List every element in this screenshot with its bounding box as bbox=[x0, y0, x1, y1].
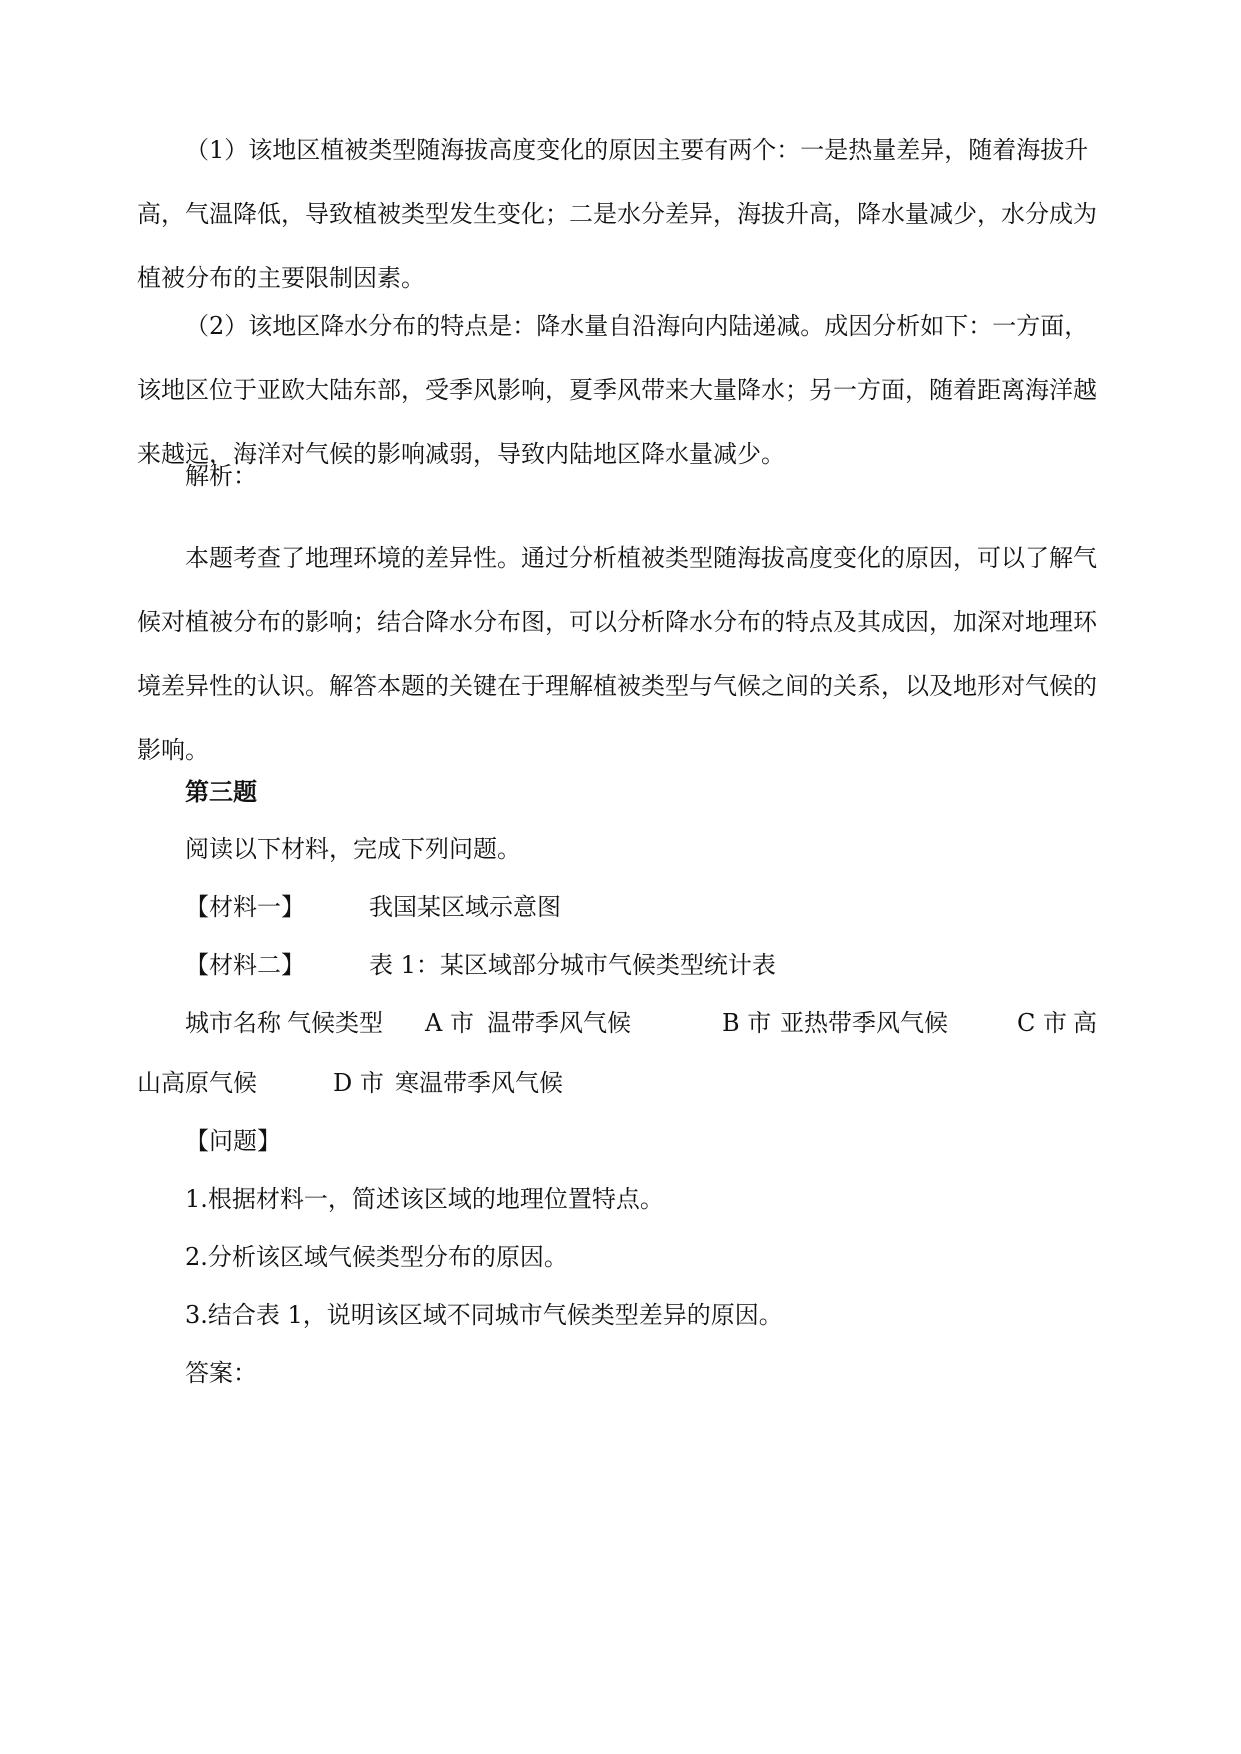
table-row-c-climate-part2: 山高原气候 bbox=[137, 1069, 257, 1097]
material-2-text: 表 1：某区域部分城市气候类型统计表 bbox=[369, 951, 776, 979]
material-2-label: 【材料二】 bbox=[185, 951, 305, 979]
table-header-city: 城市名称 bbox=[185, 1009, 281, 1037]
analysis-label: 解析： bbox=[185, 462, 257, 490]
answer-paragraph-2: （2）该地区降水分布的特点是：降水量自沿海向内陆递减。成因分析如下：一方面，该地区位于亚欧大陆东部，受季风影响，夏季风带来大量降水；另一方面，随着距离海洋越来越远，海洋对气候的影响减弱，导致内陆地区降水量减少。 bbox=[137, 312, 1097, 468]
document-page bbox=[137, 0, 1097, 1754]
analysis-paragraph: 本题考查了地理环境的差异性。通过分析植被类型随海拔高度变化的原因，可以了解气候对植被分布的影响；结合降水分布图，可以分析降水分布的特点及其成因，加深对地理环境差异性的认识。解答本题的关键在于理解植被类型与气候之间的关系，以及地形对气候的影响。 bbox=[137, 544, 1097, 764]
answer-paragraph-1: （1）该地区植被类型随海拔高度变化的原因主要有两个：一是热量差异，随着海拔升高，气温降低，导致植被类型发生变化；二是水分差异，海拔升高，降水量减少，水分成为植被分布的主要限制因素。 bbox=[137, 136, 1097, 292]
material-1-text: 我国某区域示意图 bbox=[369, 893, 561, 921]
table-row-b-climate: 亚热带季风气候 bbox=[780, 1009, 948, 1037]
questions-label: 【问题】 bbox=[185, 1127, 281, 1155]
question-item-3: 3.结合表 1，说明该区域不同城市气候类型差异的原因。 bbox=[185, 1301, 783, 1329]
table-row-a-climate: 温带季风气候 bbox=[487, 1009, 631, 1037]
table-row-d-city: D 市 bbox=[333, 1069, 384, 1097]
question-item-1: 1.根据材料一，简述该区域的地理位置特点。 bbox=[185, 1185, 664, 1213]
table-row-c-climate-part1: 高 bbox=[1073, 1009, 1097, 1037]
question-3-title: 第三题 bbox=[185, 778, 257, 806]
material-1-label: 【材料一】 bbox=[185, 893, 305, 921]
question-item-2: 2.分析该区域气候类型分布的原因。 bbox=[185, 1243, 568, 1271]
question-3-intro: 阅读以下材料，完成下列问题。 bbox=[185, 835, 521, 863]
table-row-a-city: A 市 bbox=[425, 1009, 474, 1037]
table-row-b-city: B 市 bbox=[722, 1009, 772, 1037]
material-1 bbox=[185, 887, 561, 922]
table-row-d-climate: 寒温带季风气候 bbox=[395, 1069, 563, 1097]
table-row-c-city: C 市 bbox=[1017, 1009, 1067, 1037]
material-2 bbox=[185, 945, 776, 980]
answer-label: 答案： bbox=[185, 1359, 257, 1387]
table-header-climate: 气候类型 bbox=[287, 1009, 383, 1037]
